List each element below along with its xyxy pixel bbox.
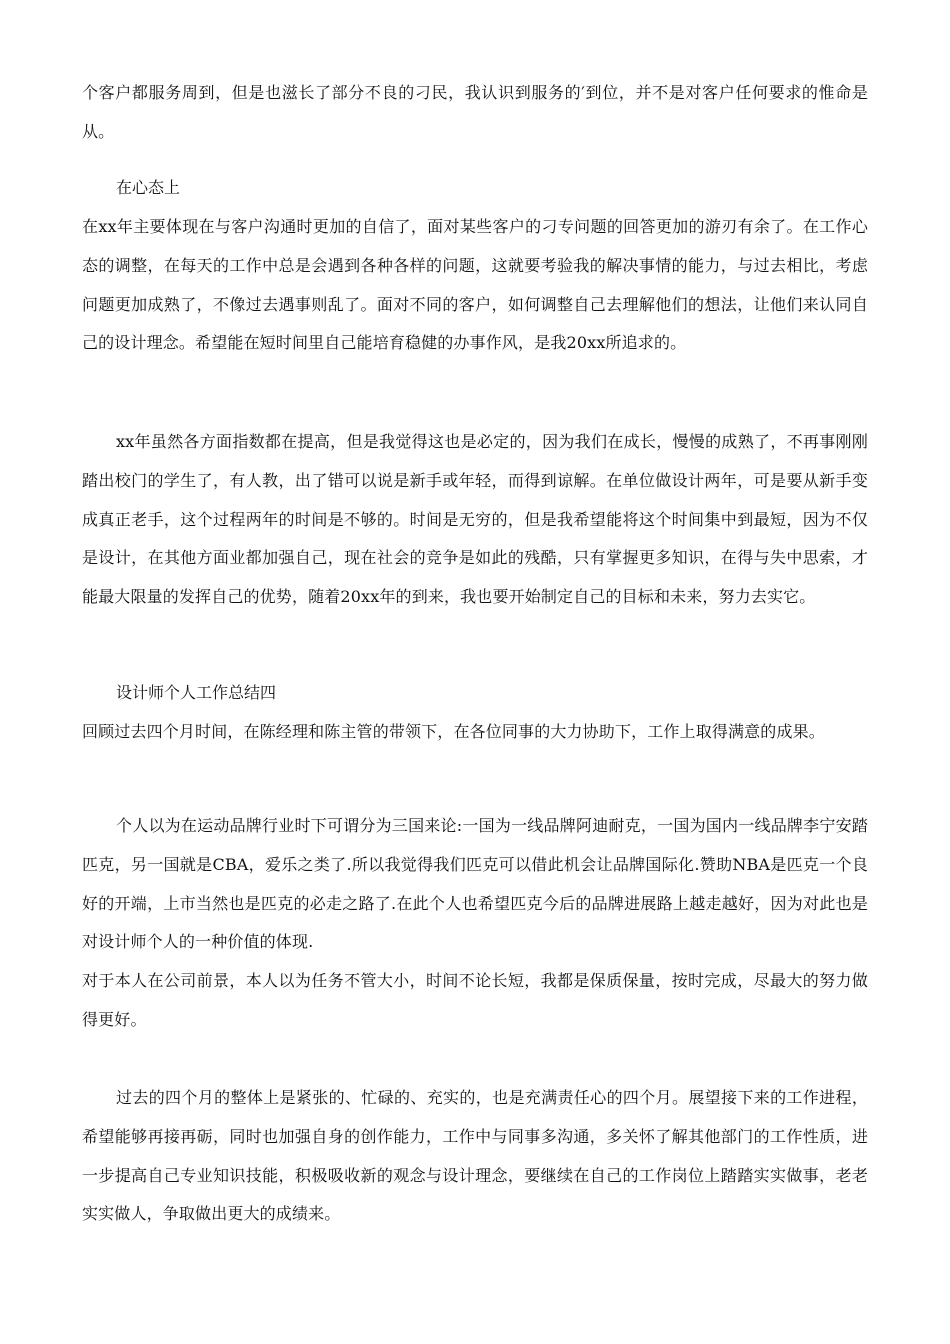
section-heading-mindset: 在心态上 xyxy=(116,178,181,197)
paragraph-attitude: 对于本人在公司前景，本人以为任务不管大小，时间不论长短，我都是保质保量，按时完成，尽最大的努力做得更好。 xyxy=(82,971,868,1029)
paragraph-review: 回顾过去四个月时间，在陈经理和陈主管的带领下，在各位同事的大力协助下，工作上取得满意的成果。 xyxy=(82,722,825,741)
paragraph-growth: xx年虽然各方面指数都在提高，但是我觉得这也是必定的，因为我们在成长，慢慢的成熟了，不再事刚刚踏出校门的学生了，有人教，出了错可以说是新手或年轻，而得到谅解。在单位做设计两年，可是要从新手变成真正老手，这个过程两年的时间是不够的。时间是无穷的，但是我希望能将这个时间集中到最短，因为不仅是设计，在其他方面业都加强自己，现在社会的竞争是如此的残酷，只有掌握更多知识，在得与失中思索，才能最大限量的发挥自己的优势，随着20xx年的到来，我也要开始制定自己的目标和未来，努力去实它。 xyxy=(82,432,868,607)
paragraph-mindset: 在xx年主要体现在与客户沟通时更加的自信了，面对某些客户的刁专问题的回答更加的游刃有余了。在工作心态的调整，在每天的工作中总是会遇到各种各样的问题，这就要考验我的解决事情的能力，与过去相比，考虑问题更加成熟了，不像过去遇事则乱了。面对不同的客户，如何调整自己去理解他们的想法，让他们来认同自己的设计理念。希望能在短时间里自己能培育稳健的办事作风，是我20xx所追求的。 xyxy=(82,217,868,353)
paragraph-continuation: 个客户都服务周到，但是也滋长了部分不良的刁民，我认识到服务的′到位，并不是对客户任何要求的惟命是从。 xyxy=(82,83,868,141)
paragraph-outlook: 过去的四个月的整体上是紧张的、忙碌的、充实的，也是充满责任心的四个月。展望接下来的工作进程，希望能够再接再砺，同时也加强自身的创作能力，工作中与同事多沟通，多关怀了解其他部门的工作性质，进一步提高自己专业知识技能，积极吸收新的观念与设计理念，要继续在自己的工作岗位上踏踏实实做事，老老实实做人，争取做出更大的成绩来。 xyxy=(82,1088,868,1224)
paragraph-brand: 个人以为在运动品牌行业时下可谓分为三国来论:一国为一线品牌阿迪耐克，一国为国内一线品牌李宁安踏匹克，另一国就是CBA，爱乐之类了.所以我觉得我们匹克可以借此机会让品牌国际化.赞助NBA是匹克一个良好的开端，上市当然也是匹克的必走之路了.在此个人也希望匹克今后的品牌进展路上越走越好，因为对此也是对设计师个人的一种价值的体现. xyxy=(82,816,868,952)
section-heading-summary-four: 设计师个人工作总结四 xyxy=(116,683,277,702)
